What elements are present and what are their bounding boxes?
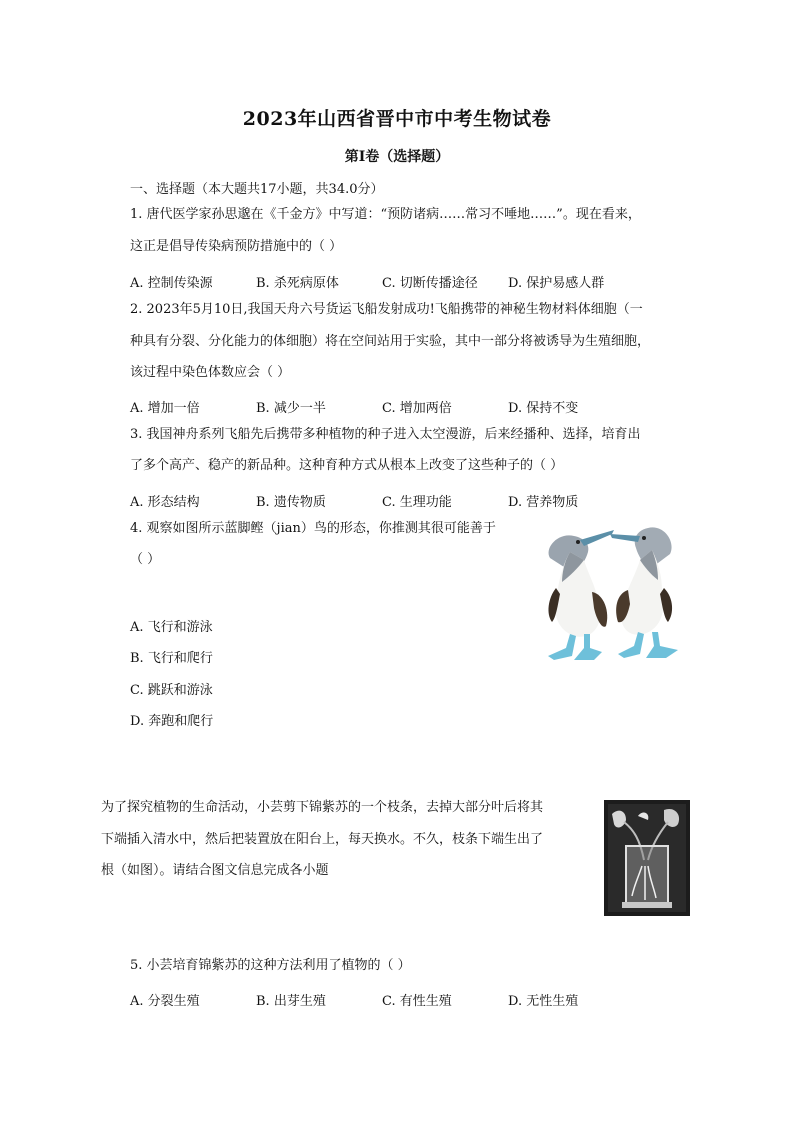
question-2-line-2: 种具有分裂、分化能力的体细胞）将在空间站用于实验，其中一部分将被诱导为生殖细胞， xyxy=(130,334,651,349)
question-4-option-c: C. 跳跃和游泳 xyxy=(130,683,213,698)
question-3-line-1: 3. 我国神舟系列飞船先后携带多种植物的种子进入太空漫游，后来经播种、选择，培育出 xyxy=(130,427,641,442)
exam-title: 2023年山西省晋中市中考生物试卷 xyxy=(242,108,552,130)
question-5-option-b: B. 出芽生殖 xyxy=(256,994,326,1009)
question-3-option-c: C. 生理功能 xyxy=(382,495,452,510)
question-3-option-d: D. 营养物质 xyxy=(508,495,579,510)
blue-footed-booby-image xyxy=(540,518,696,664)
question-3-option-a: A. 形态结构 xyxy=(130,495,200,510)
question-4-line-2: （ ） xyxy=(130,552,161,567)
question-2-line-1: 2. 2023年5月10日,我国天舟六号货运飞船发射成功!飞船携带的神秘生物材料体细胞（一 xyxy=(130,302,643,317)
question-5-option-d: D. 无性生殖 xyxy=(508,994,579,1009)
booby-left xyxy=(548,530,614,660)
question-2-option-d: D. 保持不变 xyxy=(508,401,579,416)
question-2-option-a: A. 增加一倍 xyxy=(130,401,200,416)
passage-line-1: 为了探究植物的生命活动，小芸剪下锦紫苏的一个枝条，去掉大部分叶后将其 xyxy=(101,800,544,815)
question-5-option-c: C. 有性生殖 xyxy=(382,994,452,1009)
booby-right xyxy=(610,527,678,658)
question-1-option-a: A. 控制传染源 xyxy=(130,276,213,291)
question-5-option-a: A. 分裂生殖 xyxy=(130,994,200,1009)
question-1-option-c: C. 切断传播途径 xyxy=(382,276,478,291)
question-2-line-3: 该过程中染色体数应会（ ） xyxy=(130,365,291,380)
passage-line-3: 根（如图）。请结合图文信息完成各小题 xyxy=(101,863,329,878)
section-heading: 一、选择题（本大题共17小题，共34.0分） xyxy=(130,182,384,197)
part-heading: 第Ⅰ卷（选择题） xyxy=(344,149,450,165)
question-2-option-b: B. 减少一半 xyxy=(256,401,326,416)
question-4-line-1: 4. 观察如图所示蓝脚鲣（jian）鸟的形态，你推测其很可能善于 xyxy=(130,521,496,536)
question-2-option-c: C. 增加两倍 xyxy=(382,401,452,416)
passage-line-2: 下端插入清水中，然后把装置放在阳台上，每天换水。不久，枝条下端生出了 xyxy=(101,832,544,847)
question-3-line-2: 了多个高产、稳产的新品种。这种育种方式从根本上改变了这些种子的（ ） xyxy=(130,458,564,473)
question-1-option-b: B. 杀死病原体 xyxy=(256,276,339,291)
question-3-option-b: B. 遗传物质 xyxy=(256,495,326,510)
question-4-option-a: A. 飞行和游泳 xyxy=(130,620,213,635)
question-4-option-b: B. 飞行和爬行 xyxy=(130,651,213,666)
question-1-option-d: D. 保护易感人群 xyxy=(508,276,605,291)
plant-cutting-image xyxy=(604,800,690,916)
question-5-line-1: 5. 小芸培育锦紫苏的这种方法利用了植物的（ ） xyxy=(130,958,411,973)
question-1-line-2: 这正是倡导传染病预防措施中的（ ） xyxy=(130,239,343,254)
question-1-line-1: 1. 唐代医学家孙思邈在《千金方》中写道：“预防诸病……常习不唾地……”。现在看来， xyxy=(130,207,641,222)
question-4-option-d: D. 奔跑和爬行 xyxy=(130,714,214,729)
